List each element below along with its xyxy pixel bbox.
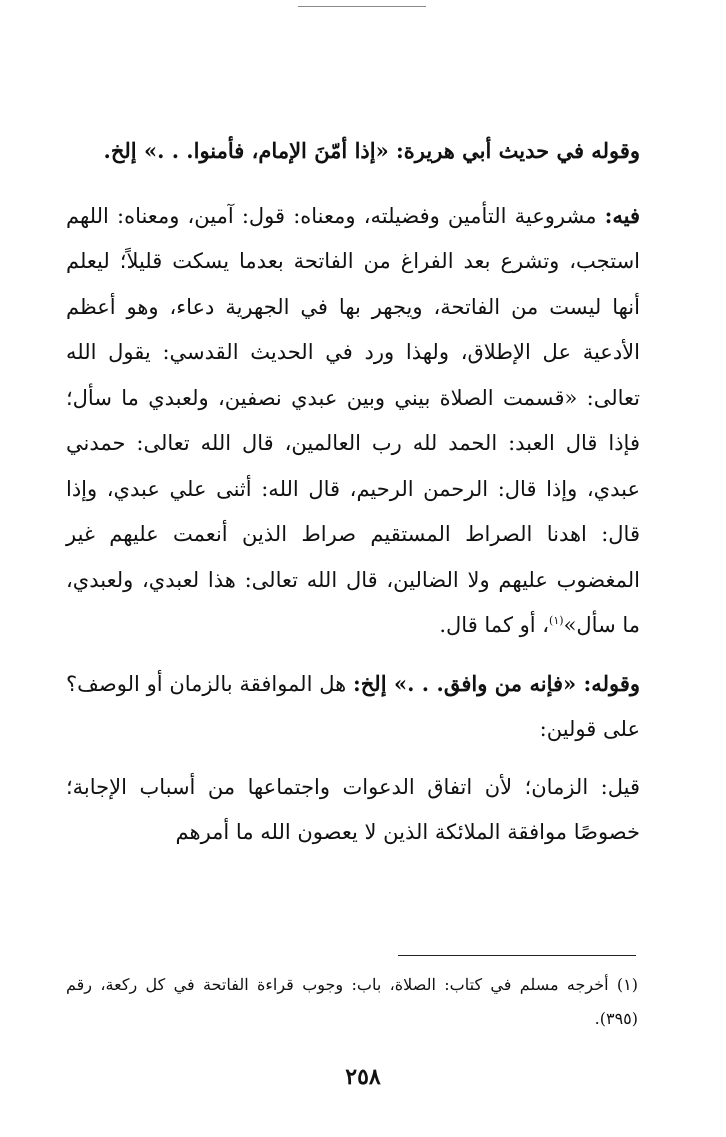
paragraph-1 <box>66 128 640 175</box>
main-text-block <box>66 128 640 868</box>
paragraph-3 <box>66 661 640 753</box>
page-number: ٢٥٨ <box>345 1064 381 1090</box>
top-decorative-rule <box>298 6 426 7</box>
paragraph-4 <box>66 765 640 856</box>
footnote <box>66 968 638 1036</box>
footnote-separator <box>398 955 636 956</box>
paragraph-4-body: قيل: الزمان؛ لأن اتفاق الدعوات واجتماعها من أسباب الإجابة؛ خصوصًا موافقة الملائكة الذين لا يعصون الله ما أمرهم <box>66 774 640 844</box>
paragraph-2 <box>66 193 640 649</box>
footnote-reference: (١) <box>549 614 564 627</box>
paragraph-3-lead: وقوله: «فإنه من وافق. . .» إلخ: <box>352 670 640 696</box>
paragraph-3-body: هل الموافقة بالزمان أو الوصف؟ على قولين: <box>66 671 640 741</box>
paragraph-1-lead: وقوله في حديث أبي هريرة: «إذا أمّنَ الإمام، فأمنوا. . .» إلخ. <box>103 138 640 163</box>
paragraph-2-body: مشروعية التأمين وفضيلته، ومعناه: قول: آمين، ومعناه: اللهم استجب، وتشرع بعد الفراغ من الفاتحة بعدما يسكت قليلاً؛ ليعلم أنها ليست من الفاتحة، ويجهر بها في الجهرية دعاء، وهو أعظم الأدعية عل الإطلاق، ولهذا ورد في الحديث القدسي: يقول الله تعالى: «قسمت الصلاة بيني وبين عبدي نصفين، ولعبدي ما سأل؛ فإذا قال العبد: الحمد لله رب العالمين، قال الله تعالى: حمدني عبدي، وإذا قال: الرحمن الرحيم، قال الله: أثنى علي عبدي، وإذا قال: اهدنا الصراط المستقيم صراط الذين أنعمت عليهم غير المغضوب عليهم ولا الضالين، قال الله تعالى: هذا لعبدي، ولعبدي، ما سأل» <box>66 203 640 637</box>
footnote-text: (١) أخرجه مسلم في كتاب: الصلاة، باب: وجوب قراءة الفاتحة في كل ركعة، رقم (٣٩٥). <box>66 975 638 1028</box>
paragraph-2-lead: فيه: <box>604 202 640 228</box>
paragraph-2-tail: ، أو كما قال. <box>439 613 550 637</box>
